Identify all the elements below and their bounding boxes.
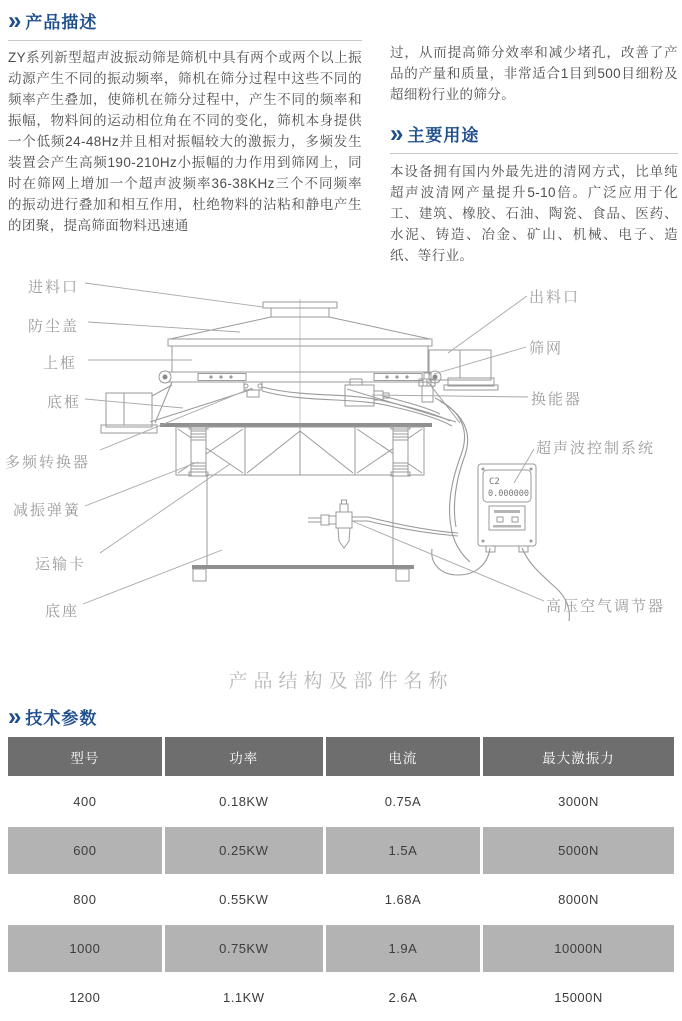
- table-row: [8, 973, 674, 1021]
- cell-max-force: 10000N: [482, 924, 674, 973]
- label-damping-spring: 减振弹簧: [13, 502, 82, 519]
- section-title: 技术参数: [25, 709, 98, 728]
- cell-power: 1.1KW: [163, 973, 324, 1021]
- chevron-right-icon: »: [8, 5, 19, 35]
- cell-max-force: 15000N: [482, 973, 674, 1021]
- cell-power: 0.55KW: [163, 875, 324, 924]
- base-part: [192, 476, 414, 581]
- col-header-current: 电流: [324, 737, 481, 777]
- tech-params-heading: [8, 701, 98, 731]
- ultrasonic-controller-part: [478, 464, 536, 552]
- structure-diagram: [0, 265, 682, 670]
- table-row: [8, 777, 674, 826]
- table-row: [8, 924, 674, 973]
- label-base: 底座: [45, 603, 80, 620]
- section-title: 主要用途: [407, 126, 480, 145]
- cell-power: 0.25KW: [163, 826, 324, 875]
- cell-max-force: 5000N: [482, 826, 674, 875]
- heading-divider: [8, 40, 362, 41]
- label-dust-cover: 防尘盖: [28, 318, 80, 335]
- cell-model: 1000: [8, 924, 163, 973]
- tech-params-table: [8, 737, 674, 1021]
- cell-model: 800: [8, 875, 163, 924]
- label-feed-inlet: 进料口: [28, 279, 80, 296]
- label-ultrasonic-control-system: 超声波控制系统: [536, 440, 656, 457]
- product-description-section: [8, 5, 362, 236]
- controller-display-line2: 0.000000: [488, 489, 529, 499]
- col-header-max-force: 最大激振力: [482, 737, 674, 777]
- right-column: [390, 8, 678, 266]
- cell-max-force: 8000N: [482, 875, 674, 924]
- label-upper-frame: 上框: [43, 355, 78, 372]
- cell-power: 0.18KW: [163, 777, 324, 826]
- label-transducer: 换能器: [531, 391, 583, 408]
- product-description-continuation: 过，从而提高筛分效率和减少堵孔，改善了产品的产量和质量，非常适合1目到500目细粉及超细粉行业的筛分。: [390, 45, 678, 102]
- cell-current: 1.68A: [324, 875, 481, 924]
- col-header-model: 型号: [8, 737, 163, 777]
- col-header-power: 功率: [163, 737, 324, 777]
- label-screen-mesh: 筛网: [529, 340, 564, 357]
- cell-model: 600: [8, 826, 163, 875]
- main-uses-text: 本设备拥有国内外最先进的清网方式，比单纯超声波清网产量提升5-10倍。广泛应用于化工、建筑、橡胶、石油、陶瓷、食品、医药、水泥、铸造、冶金、矿山、机械、电子、造纸、等行业。: [390, 164, 678, 263]
- controller-display-line1: C2: [489, 477, 500, 487]
- label-hp-air-regulator: 高压空气调节器: [546, 598, 666, 615]
- main-uses-heading: [390, 118, 678, 148]
- discharge-outlet-part: [429, 350, 498, 390]
- spring-frame-part: [176, 427, 424, 475]
- cell-current: 1.5A: [324, 826, 481, 875]
- label-transport-clamp: 运输卡: [35, 556, 87, 573]
- table-header-row: [8, 737, 674, 777]
- section-title: 产品描述: [25, 13, 98, 32]
- label-bottom-frame: 底框: [47, 394, 82, 411]
- cell-current: 0.75A: [324, 777, 481, 826]
- cell-model: 1200: [8, 973, 163, 1021]
- label-discharge-outlet: 出料口: [529, 289, 581, 306]
- label-multi-freq-converter: 多频转换器: [5, 454, 91, 471]
- product-description-heading: [8, 5, 362, 35]
- controller-display: [488, 477, 529, 499]
- table-row: [8, 826, 674, 875]
- table-row: [8, 875, 674, 924]
- leader-lines: [83, 283, 544, 604]
- cell-max-force: 3000N: [482, 777, 674, 826]
- heading-divider: [390, 153, 678, 154]
- cables: [262, 387, 569, 621]
- cell-model: 400: [8, 777, 163, 826]
- cell-current: 2.6A: [324, 973, 481, 1021]
- cell-current: 1.9A: [324, 924, 481, 973]
- diagram-caption: 产品结构及部件名称: [228, 671, 454, 692]
- chevron-right-icon: »: [390, 118, 401, 148]
- cell-power: 0.75KW: [163, 924, 324, 973]
- chevron-right-icon: »: [8, 701, 19, 731]
- bottom-frame-part: [150, 382, 460, 423]
- product-description-text: ZY系列新型超声波振动筛是筛机中具有两个或两个以上振动源产生不同的振动频率，筛机在筛分过程中这些不同的频率产生叠加，使筛机在筛分过程中，产生不同的频率和振幅，物料间的运动相位角在不同的变化，筛机本身提供一个低频24-48Hz并且相对振幅较大的激振力，多频发生装置会产生高频190-210Hz小振幅的力作用到筛网上，同时在筛网上增加一个超声波频率36-38KHz三个不同频率的振动进行叠加和相互作用，杜绝物料的沾粘和静电产生的团聚，提高筛面物料迅速通: [8, 50, 362, 233]
